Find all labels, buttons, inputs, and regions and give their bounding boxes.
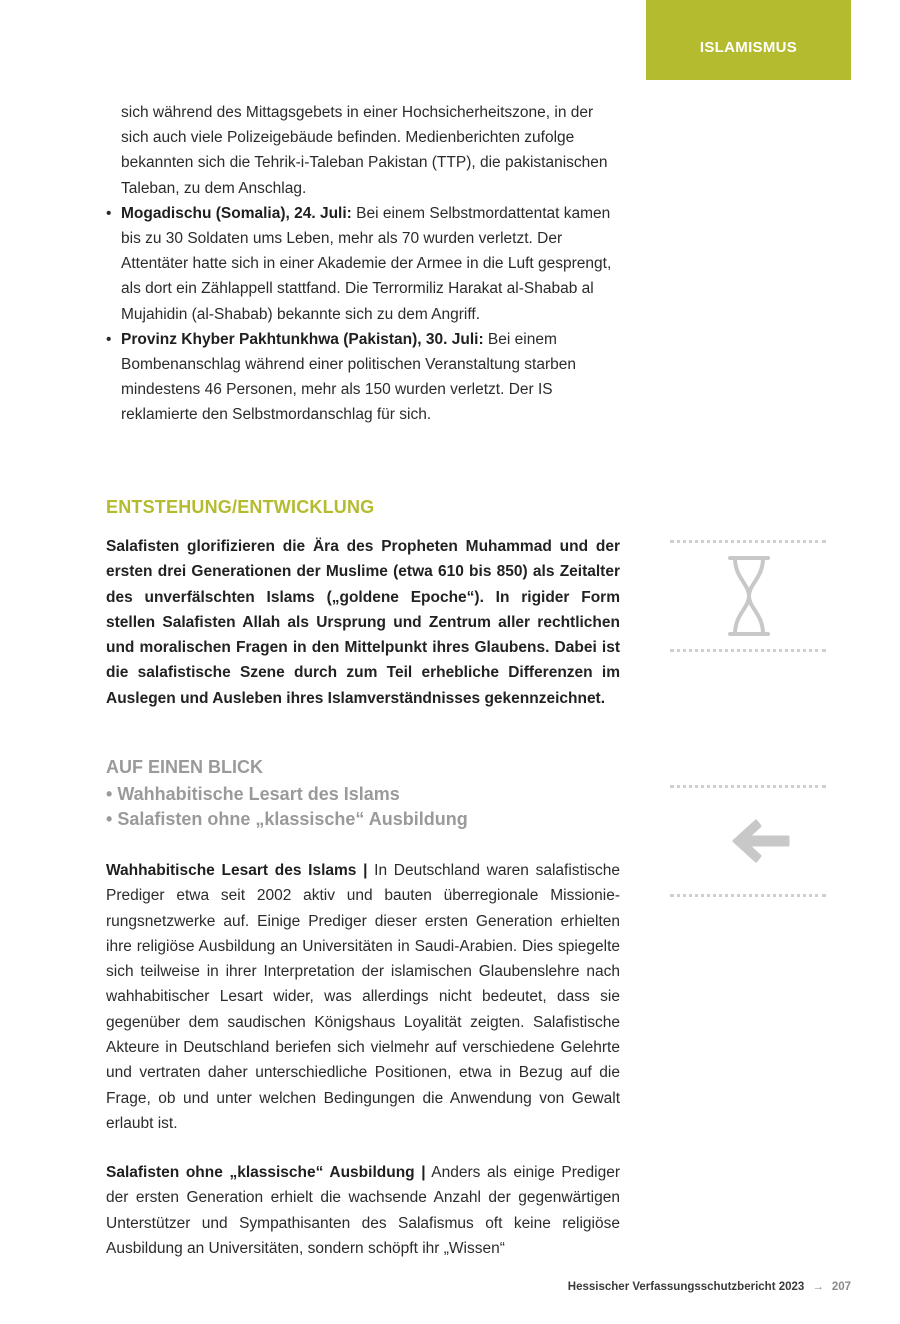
marginal-box-history	[670, 540, 826, 652]
lead-paragraph: Salafisten glorifizieren die Ära des Propheten Muhammad und der ersten drei Generationen der Muslime (etwa 610 bis 850) als Zeitalter des unverfälschten Islams („goldene Epoche“). In rigider Form stellen Salafisten Allah als Ursprung und Zentrum aller rechtlichen und moralischen Fragen in den Mittelpunkt ihres Glaubens. Dabei ist die salafistische Szene durch zum Teil erhebliche Differenzen im Auslegen und Ausleben ihres Islamverständnisses gekennzeichnet.	[106, 538, 620, 707]
publication-title: Hessischer Verfassungsschutzbericht 2023	[567, 1281, 805, 1293]
list-item-text: Bei einem Selbstmordattentat kamen bis zu 30 Soldaten ums Leben, mehr als 70 wurden verletzt. Der Attentäter hatte sich in einer Akademie der Armee in die Luft gesprengt, als dort ein Zählappell stattfand. Die Terrormiliz Harakat al-Shabab al Mujahidin (al-Shabab) bekannte sich zu dem Angriff.	[121, 204, 612, 323]
paragraph-ausbildung	[106, 1160, 620, 1261]
at-a-glance-title: AUF EINEN BLICK	[106, 757, 263, 777]
paragraph-title: Wahhabitische Lesart des Islams |	[106, 862, 368, 879]
arrow-left-icon	[728, 817, 792, 865]
paragraph-text: In Deutschland waren salafistische Prediger etwa seit 2002 aktiv und bauten überregionale Missionierungsnetzwerke auf. Einige Prediger dieser ersten Generation erhielten ihre religiöse Ausbildung an Universitäten in Saudi-Arabien. Dies spiegelte sich teilweise in ihrer Interpretation der islamischen Glaubenslehre nach wahhabitischer Lesart wider, was allerdings nicht bedeutet, dass sie gegenüber dem saudischen Königshaus Loyalität zeigten. Salafistische Akteure in Deutschland beriefen sich vielmehr auf verschiedene Gelehrte und vertraten daher unterschiedliche Positionen, etwa in Bezug auf die Frage, ob und unter welchen Bedingungen die Anwendung von Gewalt erlaubt ist.	[106, 862, 620, 1132]
list-item	[106, 327, 622, 428]
section-heading: ENTSTEHUNG/ENTWICKLUNG	[106, 497, 375, 517]
paragraph-title: Salafisten ohne „klassische“ Ausbildung |	[106, 1164, 426, 1181]
dotted-divider	[670, 785, 826, 788]
marginal-box-reference	[670, 785, 826, 897]
page-footer	[568, 1281, 851, 1293]
hourglass-icon	[728, 554, 770, 638]
at-a-glance-list	[106, 782, 468, 832]
dotted-divider	[670, 649, 826, 652]
paragraph-wahhabitisch	[106, 858, 620, 1136]
list-item-text: Bei einem Bombenanschlag während einer politischen Veranstaltung starben mindestens 46 Personen, mehr als 150 wurden verletzt. Der IS reklamierte den Selbstmordanschlag für sich.	[121, 330, 576, 424]
list-item	[106, 201, 622, 327]
list-item-title: Mogadischu (Somalia), 24. Juli:	[121, 204, 352, 222]
section-tab	[646, 0, 851, 80]
intro-bullet-list	[106, 100, 622, 428]
at-a-glance-item: • Wahhabitische Lesart des Islams	[106, 782, 468, 807]
arrow-right-icon: →	[812, 1281, 824, 1293]
list-item-title: Provinz Khyber Pakhtunkhwa (Pakistan), 30. Juli:	[121, 330, 484, 348]
section-tab-label: ISLAMISMUS	[699, 38, 798, 56]
dotted-divider	[670, 540, 826, 543]
attack-list	[106, 201, 622, 428]
page-number: 207	[831, 1281, 851, 1293]
at-a-glance-item: • Salafisten ohne „klassische“ Ausbildung	[106, 807, 468, 832]
paragraph-text: Anders als einige Prediger der ersten Generation erhielt die wachsende Anzahl der gegenwärtigen Unterstützer und Sympathisanten des Salafismus oft keine religiöse Ausbildung an Universitäten, sondern schöpft ihr „Wissen“	[106, 1164, 620, 1257]
dotted-divider	[670, 894, 826, 897]
intro-continuation: sich während des Mittagsgebets in einer Hochsicherheitszone, in der sich auch viele Polizeigebäude befinden. Medienberichten zufolge bekannten sich die Tehrik-i-Taleban Pakistan (TTP), die pakistanischen Taleban, zu dem Anschlag.	[121, 104, 608, 197]
